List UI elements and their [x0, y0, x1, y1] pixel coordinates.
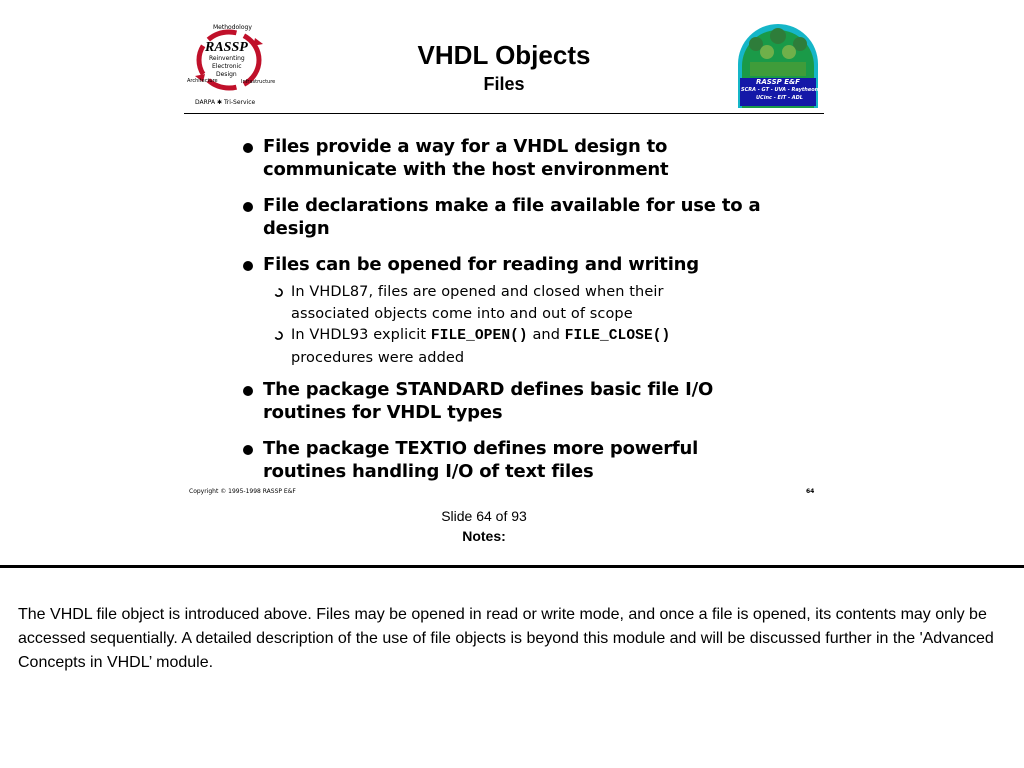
- code-file-close: FILE_CLOSE(): [564, 328, 671, 344]
- bullet-line: routines for VHDL types: [263, 402, 503, 423]
- logo-infrastructure: Infrastructure: [241, 79, 276, 85]
- logo-line3: Design: [216, 71, 237, 78]
- logo-line1: Reinventing: [209, 55, 245, 62]
- bullet-dot-icon: [243, 202, 253, 212]
- sub-bullet-line: In VHDL87, files are opened and closed when their: [291, 284, 664, 300]
- notes-label: Notes:: [462, 528, 506, 544]
- slide-page-number: 64: [806, 488, 815, 495]
- logo-architecture: Architecture: [187, 78, 218, 84]
- bullet-line: Files can be opened for reading and writing: [263, 254, 699, 275]
- logo-rassp-ef-name: RASSP E&F: [756, 78, 800, 86]
- logo-darpa: DARPA ✱ Tri-Service: [195, 99, 256, 106]
- logo-rassp-ef-line2: UCinc - EIT - ADL: [756, 95, 803, 101]
- bullet-item: [263, 378, 713, 424]
- bullet-line: communicate with the host environment: [263, 159, 669, 180]
- bullet-line: The package TEXTIO defines more powerful: [263, 438, 699, 459]
- slide-subtitle: Files: [483, 74, 525, 94]
- bullet-line: routines handling I/O of text files: [263, 461, 594, 482]
- bullet-line: The package STANDARD defines basic file I/O: [263, 379, 714, 400]
- sub-bullet-item: [291, 281, 664, 325]
- bullet-dot-icon: [243, 386, 253, 396]
- code-file-open: FILE_OPEN(): [430, 328, 528, 344]
- bullet-line: File declarations make a file available for use to a: [263, 195, 761, 216]
- rassp-ef-logo: [734, 22, 822, 108]
- bullet-line: design: [263, 218, 330, 239]
- sub-bullet-item: [291, 324, 670, 369]
- slide-title: VHDL Objects: [417, 40, 591, 70]
- logo-line2: Electronic: [212, 63, 242, 70]
- slide-copyright: Copyright © 1995-1998 RASSP E&F: [189, 488, 296, 495]
- sub-bullet-line: associated objects come into and out of scope: [291, 306, 633, 322]
- bullet-dot-icon: [243, 261, 253, 271]
- sub-bullet-text: and: [527, 327, 565, 343]
- slide-counter: Slide 64 of 93: [441, 508, 527, 524]
- logo-rassp-name: RASSP: [205, 40, 248, 55]
- bullet-dot-icon: [243, 143, 253, 153]
- bullet-item: [263, 437, 698, 483]
- bullet-item: [263, 194, 760, 240]
- title-divider: [184, 113, 824, 114]
- sub-bullet-text: In VHDL93 explicit: [291, 327, 431, 343]
- sub-bullet-line: [291, 324, 670, 347]
- sub-bullet-line: procedures were added: [291, 350, 465, 366]
- notes-divider: [0, 565, 1024, 568]
- sub-bullet-ring-icon: [274, 288, 283, 297]
- logo-methodology: Methodology: [213, 24, 252, 31]
- notes-text: The VHDL file object is introduced above. Files may be opened in read or write mode, and once a file is opened, its contents may only be accessed sequentially. A detailed description of the use of file objects is beyond this module and will be discussed further in the 'Advanced Concepts in VHDL’ module.: [18, 606, 994, 671]
- bullet-item: [263, 135, 668, 181]
- sub-bullet-ring-icon: [274, 331, 283, 340]
- bullet-item: [263, 253, 699, 276]
- logo-rassp-ef-line1: SCRA - GT - UVA - Raytheon: [741, 87, 819, 93]
- bullet-line: Files provide a way for a VHDL design to: [263, 136, 668, 157]
- bullet-dot-icon: [243, 445, 253, 455]
